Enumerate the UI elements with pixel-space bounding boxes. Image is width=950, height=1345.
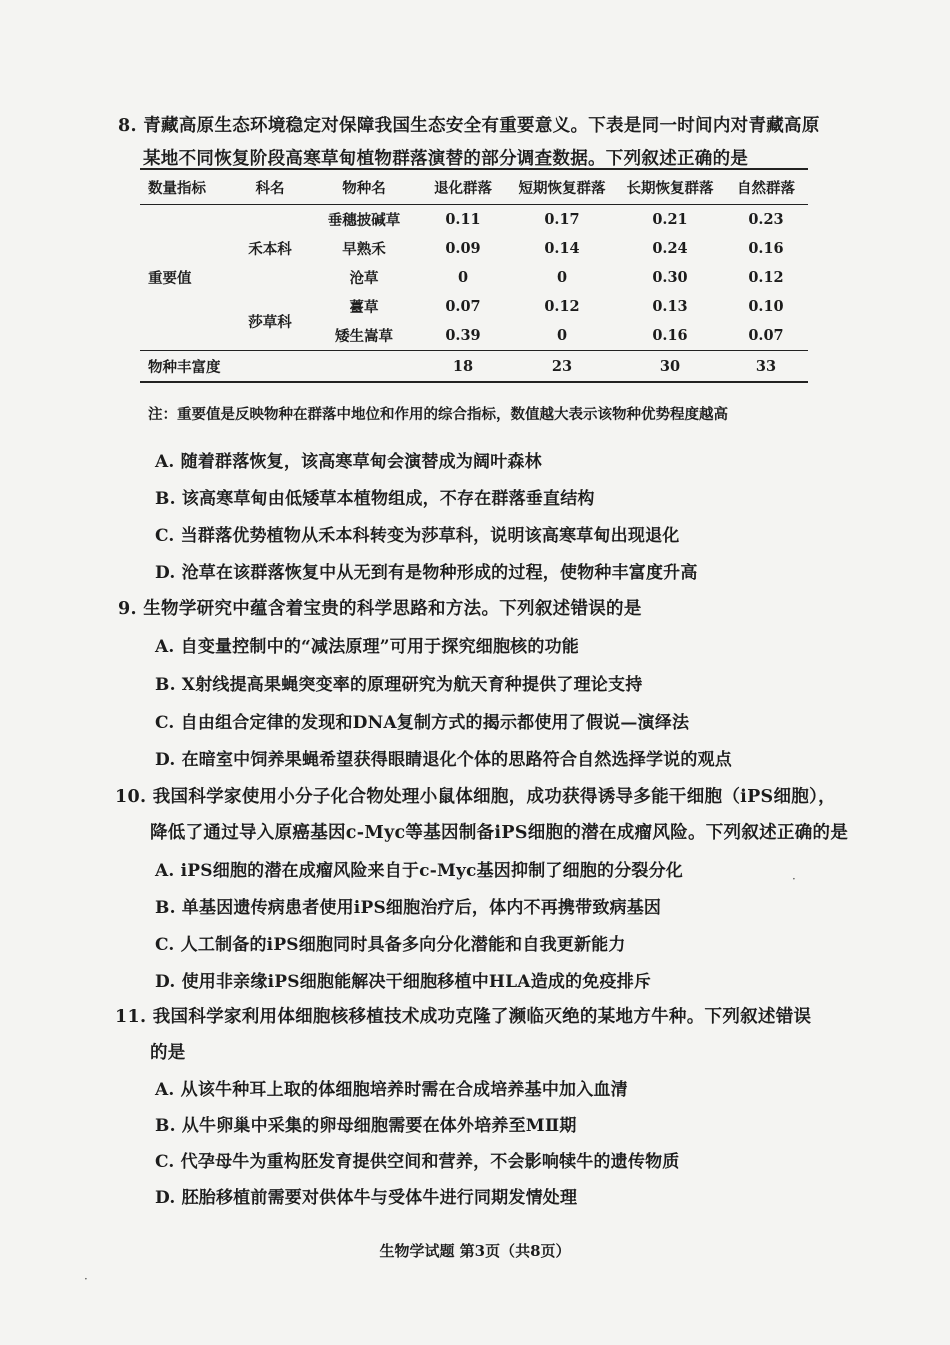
q9-option-b[interactable]: B. X射线提高果蝇突变率的原理研究为航天育种提供了理论支持 (155, 675, 643, 695)
survey-table (140, 168, 808, 383)
value-cell: 0.10 (748, 298, 784, 315)
q10-option-a[interactable]: A. iPS细胞的潜在成瘤风险来自于c-Myc基因抑制了细胞的分裂分化 (155, 861, 683, 881)
value-cell: 0.07 (445, 298, 481, 315)
q8-option-d[interactable]: D. 沧草在该群落恢复中从无到有是物种形成的过程，使物种丰富度升高 (155, 563, 698, 583)
q9-option-d[interactable]: D. 在暗室中饲养果蝇希望获得眼睛退化个体的思路符合自然选择学说的观点 (155, 750, 732, 770)
value-cell: 0.12 (544, 298, 580, 315)
q8-stem-line1: 8. 青藏高原生态环境稳定对保障我国生态安全有重要意义。下表是同一时间内对青藏高原 (118, 116, 820, 136)
q9-option-c[interactable]: C. 自由组合定律的发现和DNA复制方式的揭示都使用了假说—演绎法 (155, 713, 690, 733)
col-header: 退化群落 (434, 179, 492, 197)
value-cell: 0.39 (445, 327, 481, 344)
page-footer: 生物学试题 第3页（共8页） (379, 1242, 571, 1260)
q9-option-a[interactable]: A. 自变量控制中的“减法原理”可用于探究细胞核的功能 (155, 637, 579, 657)
species-name: 薹草 (349, 299, 379, 316)
col-header: 自然群落 (737, 179, 795, 197)
total-cell: 30 (659, 357, 681, 375)
table-row (140, 292, 808, 321)
value-cell: 0.09 (445, 240, 481, 257)
total-cell: 23 (551, 357, 573, 375)
q11-stem-line1: 11. 我国科学家利用体细胞核移植技术成功克隆了濒临灭绝的某地方牛种。下列叙述错误 (115, 1007, 812, 1027)
table-row (140, 205, 808, 235)
family-label: 禾本科 (248, 241, 292, 258)
value-cell: 0.23 (748, 211, 784, 228)
q9-stem: 9. 生物学研究中蕴含着宝贵的科学思路和方法。下列叙述错误的是 (118, 599, 642, 619)
q8-stem-line2: 某地不同恢复阶段高寒草甸植物群落演替的部分调查数据。下列叙述正确的是 (143, 149, 749, 169)
col-header: 物种名 (342, 179, 386, 197)
q8-option-a[interactable]: A. 随着群落恢复，该高寒草甸会演替成为阔叶森林 (155, 452, 542, 472)
table-total-row (140, 351, 808, 383)
q8-option-b[interactable]: B. 该高寒草甸由低矮草本植物组成，不存在群落垂直结构 (155, 489, 595, 509)
q10-option-d[interactable]: D. 使用非亲缘iPS细胞能解决干细胞移植中HLA造成的免疫排斥 (155, 972, 652, 992)
value-cell: 0.24 (652, 240, 688, 257)
q11-option-a[interactable]: A. 从该牛种耳上取的体细胞培养时需在合成培养基中加入血清 (155, 1080, 628, 1100)
q11-stem-line2: 的是 (150, 1043, 186, 1063)
q10-option-b[interactable]: B. 单基因遗传病患者使用iPS细胞治疗后，体内不再携带致病基因 (155, 898, 662, 918)
scan-speck: · (792, 872, 796, 886)
species-name: 矮生嵩草 (335, 328, 393, 345)
q11-option-c[interactable]: C. 代孕母牛为重构胚发育提供空间和营养，不会影响犊牛的遗传物质 (155, 1152, 680, 1172)
species-name: 早熟禾 (342, 241, 386, 258)
value-cell: 0.07 (748, 327, 784, 344)
col-header: 科名 (255, 179, 285, 197)
total-cell: 33 (755, 357, 777, 375)
value-cell: 0.21 (652, 211, 688, 228)
value-cell: 0.16 (652, 327, 688, 344)
group-label: 重要值 (148, 270, 192, 287)
value-cell: 0.11 (445, 211, 481, 228)
table-header-row (140, 169, 808, 205)
value-cell: 0.17 (544, 211, 580, 228)
total-cell: 18 (452, 357, 474, 375)
q10-stem-line1: 10. 我国科学家使用小分子化合物处理小鼠体细胞，成功获得诱导多能干细胞（iPS细胞）， (115, 787, 836, 807)
col-header: 短期恢复群落 (518, 179, 606, 197)
species-name: 沧草 (349, 270, 379, 287)
q10-option-c[interactable]: C. 人工制备的iPS细胞同时具备多向分化潜能和自我更新能力 (155, 935, 626, 955)
value-cell: 0.14 (544, 240, 580, 257)
q11-option-b[interactable]: B. 从牛卵巢中采集的卵母细胞需要在体外培养至MⅡ期 (155, 1116, 577, 1136)
q8-option-c[interactable]: C. 当群落优势植物从禾本科转变为莎草科，说明该高寒草甸出现退化 (155, 526, 680, 546)
table-note: 注：重要值是反映物种在群落中地位和作用的综合指标，数值越大表示该物种优势程度越高 (148, 406, 728, 423)
value-cell: 0.13 (652, 298, 688, 315)
value-cell: 0 (556, 269, 568, 286)
value-cell: 0 (457, 269, 469, 286)
col-header: 长期恢复群落 (626, 179, 714, 197)
value-cell: 0 (556, 327, 568, 344)
q10-stem-line2: 降低了通过导入原癌基因c-Myc等基因制备iPS细胞的潜在成瘤风险。下列叙述正确的是 (150, 823, 849, 843)
value-cell: 0.12 (748, 269, 784, 286)
total-label: 物种丰富度 (148, 358, 221, 376)
value-cell: 0.16 (748, 240, 784, 257)
scan-speck: · (84, 1272, 88, 1286)
q11-option-d[interactable]: D. 胚胎移植前需要对供体牛与受体牛进行同期发情处理 (155, 1188, 578, 1208)
value-cell: 0.30 (652, 269, 688, 286)
family-label: 莎草科 (248, 313, 292, 331)
species-name: 垂穗披碱草 (327, 212, 401, 229)
col-header: 数量指标 (148, 179, 206, 197)
